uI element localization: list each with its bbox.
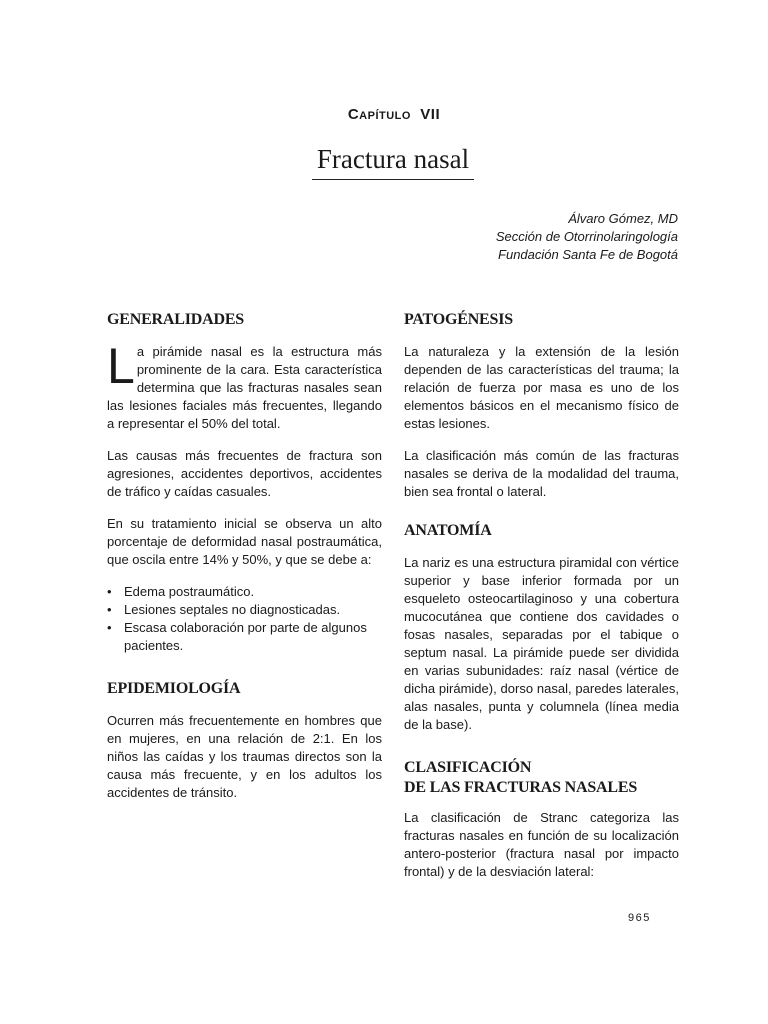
chapter-number: VII [420, 106, 441, 123]
page-number: 965 [628, 912, 651, 924]
paragraph-patogenesis-1: La naturaleza y la extensión de la lesión dependen de las características del trauma; la relación de fuerza por masa es uno de los elementos básicos en el mecanismo físico de estas lesiones. [404, 344, 679, 431]
heading-clasificacion [404, 758, 679, 798]
heading-patogenesis: PATOGÉNESIS [404, 311, 513, 328]
paragraph-generalidades-1 [107, 338, 382, 433]
title-block [312, 142, 474, 180]
list-item: • Lesiones septales no diagnosticadas. [107, 601, 382, 619]
title-underline [312, 179, 474, 180]
paragraph-anatomia: La nariz es una estructura piramidal con vértice superior y base inferior formada por un esqueleto osteocartilaginoso y una cobertura mucocutánea que contiene dos cavidades o fosas nasales, separadas por el tabique o septum nasal. La pirámide puede ser dividida en varias subunidades: raíz nasal (vértice de dicha pirámide), dorso nasal, paredes laterales, alas nasales, punta y columnela (línea media de la base). [404, 555, 679, 732]
author-department: Sección de Otorrinolaringología [495, 229, 678, 244]
left-column [107, 310, 382, 816]
paragraph-generalidades-3: En su tratamiento inicial se observa un alto porcentaje de deformidad nasal postraumática, que oscila entre 14% y 50%, y que se debe a: [107, 516, 382, 567]
chapter-heading [0, 106, 768, 123]
heading-epidemiologia: EPIDEMIOLOGÍA [107, 680, 241, 697]
paragraph-epidemiologia: Ocurren más frecuentemente en hombres que en mujeres, en una relación de 2:1. En los niños las caídas y los traumas directos son la causa más frecuente, y en los adultos los accidentes de tránsito. [107, 713, 382, 800]
author-institution: Fundación Santa Fe de Bogotá [498, 247, 678, 262]
chapter-word: Capítulo [347, 106, 411, 123]
heading-clasificacion-line-2: DE LAS FRACTURAS NASALES [404, 779, 638, 796]
heading-clasificacion-line-1: CLASIFICACIÓN [404, 759, 532, 776]
page-title: Fractura nasal [316, 144, 470, 174]
drop-cap: L [107, 338, 135, 394]
right-column [404, 310, 679, 895]
heading-anatomia: ANATOMÍA [404, 522, 492, 539]
paragraph-generalidades-1-text: a pirámide nasal es la estructura más prominente de la cara. Esta característica determina que las fracturas nasales sean las lesiones faciales más frecuentes, llegando a representar el 50% del total. [107, 344, 382, 431]
paragraph-generalidades-2: Las causas más frecuentes de fractura son agresiones, accidentes deportivos, accidentes de tráfico y caídas casuales. [107, 448, 382, 499]
author-name: Álvaro Gómez, MD [568, 211, 678, 226]
list-item: • Escasa colaboración por parte de algunos pacientes. [107, 619, 382, 655]
author-block [496, 210, 678, 264]
paragraph-clasificacion: La clasificación de Stranc categoriza las fracturas nasales en función de su localización antero-posterior (fractura nasal por impacto frontal) y de la desviación lateral: [404, 810, 679, 879]
list-item: • Edema postraumático. [107, 583, 382, 601]
bullet-list [107, 583, 382, 655]
paragraph-patogenesis-2: La clasificación más común de las fracturas nasales se deriva de la modalidad del trauma, bien sea frontal o lateral. [404, 448, 679, 499]
heading-generalidades: GENERALIDADES [107, 311, 244, 328]
